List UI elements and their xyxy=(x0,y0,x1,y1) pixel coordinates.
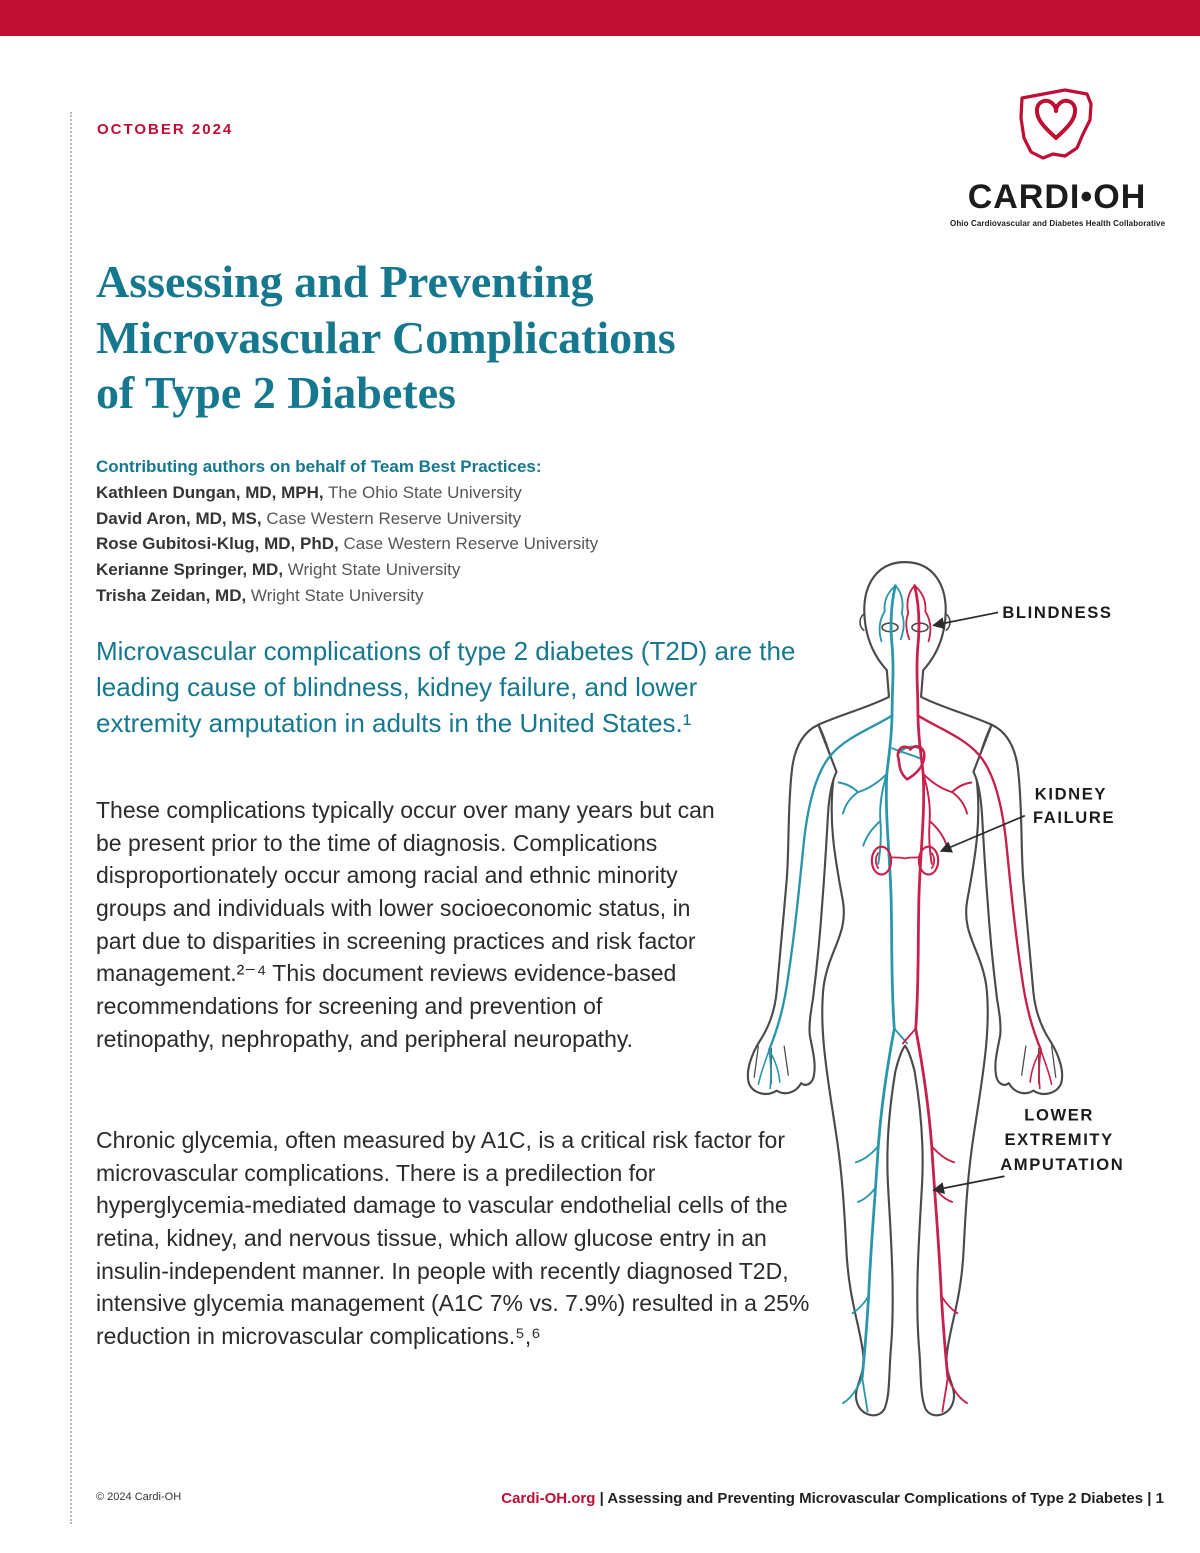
author-name: Rose Gubitosi-Klug, MD, PhD, xyxy=(96,534,339,554)
page-title xyxy=(96,254,676,421)
blindness-label: BLINDNESS xyxy=(1002,602,1113,622)
body-paragraph-2: Chronic glycemia, often measured by A1C, is a critical risk factor for microvascular complications. There is a predilection for hyperglycemia-mediated damage to vascular endothelial cells of the retina, kidney, and nervous tissue, which allow glucose entry in an insulin-independent manner. In people with recently diagnosed T2D, intensive glycemia management (A1C 7% vs. 7.9%) resulted in a 25% reduction in microvascular complications.⁵,⁶ xyxy=(96,1127,810,1349)
top-red-bar xyxy=(0,0,1200,36)
author-affiliation: Case Western Reserve University xyxy=(338,534,599,554)
copyright-notice: © 2024 Cardi-OH xyxy=(96,1491,182,1503)
logo-tagline: Ohio Cardiovascular and Diabetes Health Collaborative xyxy=(950,219,1166,228)
author-affiliation: Wright State University xyxy=(246,586,424,606)
page-title-line-2: Microvascular Complications xyxy=(96,311,676,363)
authors-heading: Contributing authors on behalf of Team Best Practices: xyxy=(96,457,542,476)
torso-head-legs-path xyxy=(818,562,991,1415)
anatomy-figure xyxy=(664,545,1146,1433)
intro-paragraph: Microvascular complications of type 2 diabetes (T2D) are the leading cause of blindness, kidney failure, and lower extremity amputation in adults in the United States.¹ xyxy=(96,636,796,738)
amputation-label: LOWER EXTREMITY AMPUTATION xyxy=(1000,1105,1125,1174)
cardi-oh-link[interactable]: Cardi-OH.org xyxy=(501,1490,596,1507)
author-name: Trisha Zeidan, MD, xyxy=(96,586,247,606)
author-line xyxy=(96,480,598,506)
authors-block xyxy=(96,454,598,609)
body-paragraph-1: These complications typically occur over many years but can be present prior to the time of diagnosis. Complications disproportionately occur among racial and ethnic minority groups and individuals with lower socioeconomic status, in part due to disparities in screening practices and risk factor management.²⁻⁴ This document reviews evidence-based recommendations for screening and prevention of retinopathy, nephropathy, and peripheral neuropathy. xyxy=(96,797,715,1052)
page-title-line-3: of Type 2 Diabetes xyxy=(96,367,456,419)
author-line xyxy=(96,583,598,609)
footer-doc-title: | Assessing and Preventing Microvascular Complications of Type 2 Diabetes | 1 xyxy=(595,1490,1164,1507)
left-dotted-margin-rule xyxy=(70,112,72,1524)
author-affiliation: Wright State University xyxy=(283,560,461,580)
author-affiliation: Case Western Reserve University xyxy=(261,508,522,528)
author-name: Kathleen Dungan, MD, MPH, xyxy=(96,482,324,502)
author-name: Kerianne Springer, MD, xyxy=(96,560,284,580)
logo-wordmark: CARDI•OH xyxy=(967,178,1147,216)
ohio-state-heart-icon xyxy=(1007,74,1107,174)
author-name: David Aron, MD, MS, xyxy=(96,508,262,528)
page-title-line-1: Assessing and Preventing xyxy=(96,256,594,307)
footer-line xyxy=(501,1490,1164,1507)
body-outline xyxy=(748,562,1062,1415)
kidney-failure-label: KIDNEY FAILURE xyxy=(1032,784,1116,828)
cardi-oh-logo xyxy=(950,74,1164,228)
author-line xyxy=(96,557,598,583)
author-line xyxy=(96,506,598,532)
anatomy-illustration xyxy=(664,545,1146,1433)
author-affiliation: The Ohio State University xyxy=(323,482,522,502)
issue-date: OCTOBER 2024 xyxy=(97,121,234,138)
author-line xyxy=(96,531,598,557)
